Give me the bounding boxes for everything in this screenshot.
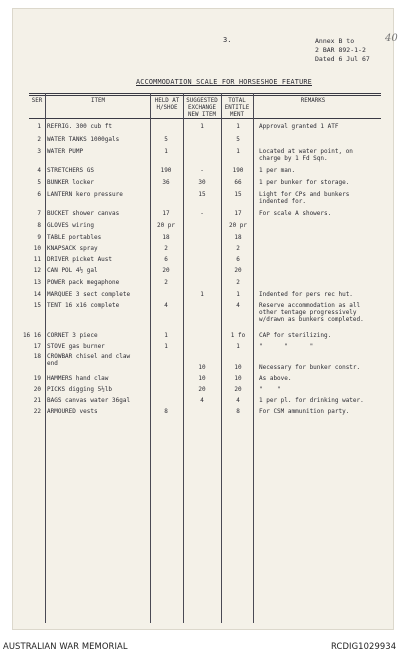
item-cell: WATER TANKS 1000gals bbox=[47, 136, 120, 143]
item-cell: DRIVER picket Aust bbox=[47, 256, 113, 263]
remarks-cell: Reserve accommodation as all other tentage progressively w/drawn as bunkers completed. bbox=[259, 302, 364, 323]
total-cell: 1 bbox=[236, 291, 240, 298]
remarks-cell: Necessary for bunker constr. bbox=[259, 364, 361, 371]
ser-cell: 2 bbox=[37, 136, 41, 143]
total-cell: 1 bbox=[236, 148, 240, 155]
annex-reference bbox=[315, 37, 370, 64]
item-cell: TENT 16 x16 complete bbox=[47, 302, 120, 309]
ser-cell: 22 bbox=[33, 408, 41, 415]
item-cell: TABLE portables bbox=[47, 234, 102, 241]
total-cell: 1 bbox=[236, 343, 240, 350]
suggested-cell: - bbox=[200, 167, 204, 174]
held-cell: 5 bbox=[164, 136, 168, 143]
remarks-cell: Approval granted 1 ATF bbox=[259, 123, 339, 130]
ser-cell: 11 bbox=[33, 256, 41, 263]
table-top-rule bbox=[29, 93, 381, 94]
total-cell: 20 bbox=[234, 267, 242, 274]
item-cell: WATER PUMP bbox=[47, 148, 84, 155]
ser-cell: 1 bbox=[37, 123, 41, 130]
total-cell: 18 bbox=[234, 234, 242, 241]
document-title: ACCOMMODATION SCALE FOR HORSESHOE FEATURE bbox=[136, 78, 312, 86]
item-cell: KNAPSACK spray bbox=[47, 245, 98, 252]
total-cell: 1 bbox=[236, 123, 240, 130]
column-divider bbox=[183, 93, 184, 623]
column-divider bbox=[221, 93, 222, 623]
ser-cell: 5 bbox=[37, 179, 41, 186]
ser-cell: 14 bbox=[33, 291, 41, 298]
remarks-cell: Light for CPs and bunkers indented for. bbox=[259, 191, 350, 205]
total-cell: 66 bbox=[234, 179, 242, 186]
table-top-rule-2 bbox=[29, 95, 381, 96]
ser-cell: 17 bbox=[33, 343, 41, 350]
remarks-cell: For CSM ammunition party. bbox=[259, 408, 350, 415]
suggested-cell: 30 bbox=[198, 179, 206, 186]
total-cell: 20 pr bbox=[228, 222, 248, 229]
ser-cell: 3 bbox=[37, 148, 41, 155]
annex-line: Annex B to bbox=[315, 37, 355, 45]
item-cell: BUCKET shower canvas bbox=[47, 210, 120, 217]
header-held: HELD AT H/SHOE bbox=[154, 98, 180, 111]
remarks-cell: For scale A showers. bbox=[259, 210, 332, 217]
suggested-cell: 10 bbox=[198, 375, 206, 382]
held-cell: 1 bbox=[164, 148, 168, 155]
footer-institution: AUSTRALIAN WAR MEMORIAL bbox=[3, 641, 128, 651]
total-cell: 1 fo bbox=[230, 332, 246, 339]
remarks-cell: As above. bbox=[259, 375, 292, 382]
held-cell: 36 bbox=[162, 179, 170, 186]
total-cell: 5 bbox=[236, 136, 240, 143]
item-cell: CAN POL 4½ gal bbox=[47, 267, 98, 274]
total-cell: 20 bbox=[234, 386, 242, 393]
footer-record-id: RCDIG1029934 bbox=[331, 641, 397, 651]
ser-cell: 4 bbox=[37, 167, 41, 174]
ser-cell: 10 bbox=[33, 245, 41, 252]
ser-cell: 19 bbox=[33, 375, 41, 382]
ser-cell: 6 bbox=[37, 191, 41, 198]
item-cell: PICKS digging 5½lb bbox=[47, 386, 113, 393]
ser-cell: 18 bbox=[33, 353, 41, 360]
held-cell: 17 bbox=[162, 210, 170, 217]
held-cell: 2 bbox=[164, 279, 168, 286]
header-ser: SER bbox=[31, 98, 43, 104]
item-cell: BUNKER locker bbox=[47, 179, 94, 186]
total-cell: 17 bbox=[234, 210, 242, 217]
suggested-cell: 20 bbox=[198, 386, 206, 393]
total-cell: 6 bbox=[236, 256, 240, 263]
header-suggested: SUGGESTED EXCHANGE NEW ITEM bbox=[186, 98, 218, 118]
header-total: TOTAL ENTITLE MENT bbox=[224, 98, 250, 118]
total-cell: 2 bbox=[236, 279, 240, 286]
total-cell: 10 bbox=[234, 364, 242, 371]
document-page bbox=[12, 8, 398, 630]
ser-cell: 21 bbox=[33, 397, 41, 404]
suggested-cell: 1 bbox=[200, 291, 204, 298]
column-divider bbox=[253, 93, 254, 623]
held-cell: 4 bbox=[164, 302, 168, 309]
ser-cell: 15 bbox=[33, 302, 41, 309]
page-number: 3. bbox=[223, 36, 232, 44]
held-cell: 18 bbox=[162, 234, 170, 241]
remarks-cell: 1 per bunker for storage. bbox=[259, 179, 350, 186]
column-divider bbox=[150, 93, 151, 623]
total-cell: 2 bbox=[236, 245, 240, 252]
remarks-cell: " " bbox=[259, 386, 281, 393]
total-cell: 8 bbox=[236, 408, 240, 415]
remarks-cell: Indented for pers rec hut. bbox=[259, 291, 353, 298]
item-cell: CROWBAR chisel and claw end bbox=[47, 353, 131, 367]
remarks-cell: " " " bbox=[259, 343, 314, 350]
suggested-cell: 10 bbox=[198, 364, 206, 371]
item-cell: CORNET 3 piece bbox=[47, 332, 98, 339]
item-cell: GLOVES wiring bbox=[47, 222, 94, 229]
held-cell: 20 pr bbox=[156, 222, 176, 229]
ser-cell: 9 bbox=[37, 234, 41, 241]
held-cell: 190 bbox=[160, 167, 172, 174]
remarks-cell: Located at water point, on charge by 1 Fd Sqn. bbox=[259, 148, 353, 162]
ser-cell: 12 bbox=[33, 267, 41, 274]
item-cell: HAMMERS hand claw bbox=[47, 375, 109, 382]
remarks-cell: 1 per pl. for drinking water. bbox=[259, 397, 364, 404]
column-divider bbox=[45, 93, 46, 623]
suggested-cell: 4 bbox=[200, 397, 204, 404]
item-cell: ARMOURED vests bbox=[47, 408, 98, 415]
held-cell: 2 bbox=[164, 245, 168, 252]
remarks-cell: CAP for sterilizing. bbox=[259, 332, 332, 339]
suggested-cell: - bbox=[200, 210, 204, 217]
annex-line: 2 BAR 892-1-2 bbox=[315, 46, 366, 54]
held-cell: 1 bbox=[164, 332, 168, 339]
held-cell: 20 bbox=[162, 267, 170, 274]
item-cell: BAGS canvas water 36gal bbox=[47, 397, 131, 404]
ser-cell: 8 bbox=[37, 222, 41, 229]
total-cell: 4 bbox=[236, 302, 240, 309]
held-cell: 1 bbox=[164, 343, 168, 350]
item-cell: STOVE gas burner bbox=[47, 343, 105, 350]
total-cell: 10 bbox=[234, 375, 242, 382]
ser-cell: 16 16 bbox=[22, 332, 41, 339]
ser-cell: 7 bbox=[37, 210, 41, 217]
header-item: ITEM bbox=[91, 98, 105, 104]
item-cell: LANTERN kero pressure bbox=[47, 191, 123, 198]
handwritten-folio-number: 40 bbox=[385, 33, 398, 44]
total-cell: 4 bbox=[236, 397, 240, 404]
ser-cell: 13 bbox=[33, 279, 41, 286]
total-cell: 190 bbox=[232, 167, 244, 174]
annex-line: Dated 6 Jul 67 bbox=[315, 55, 370, 63]
remarks-cell: 1 per man. bbox=[259, 167, 296, 174]
ser-cell: 20 bbox=[33, 386, 41, 393]
item-cell: REFRIG. 300 cub ft bbox=[47, 123, 113, 130]
suggested-cell: 1 bbox=[200, 123, 204, 130]
header-remarks: REMARKS bbox=[300, 98, 326, 104]
held-cell: 8 bbox=[164, 408, 168, 415]
item-cell: STRETCHERS GS bbox=[47, 167, 94, 174]
item-cell: POWER pack megaphone bbox=[47, 279, 120, 286]
total-cell: 15 bbox=[234, 191, 242, 198]
suggested-cell: 15 bbox=[198, 191, 206, 198]
held-cell: 6 bbox=[164, 256, 168, 263]
item-cell: MARQUEE 3 sect complete bbox=[47, 291, 131, 298]
